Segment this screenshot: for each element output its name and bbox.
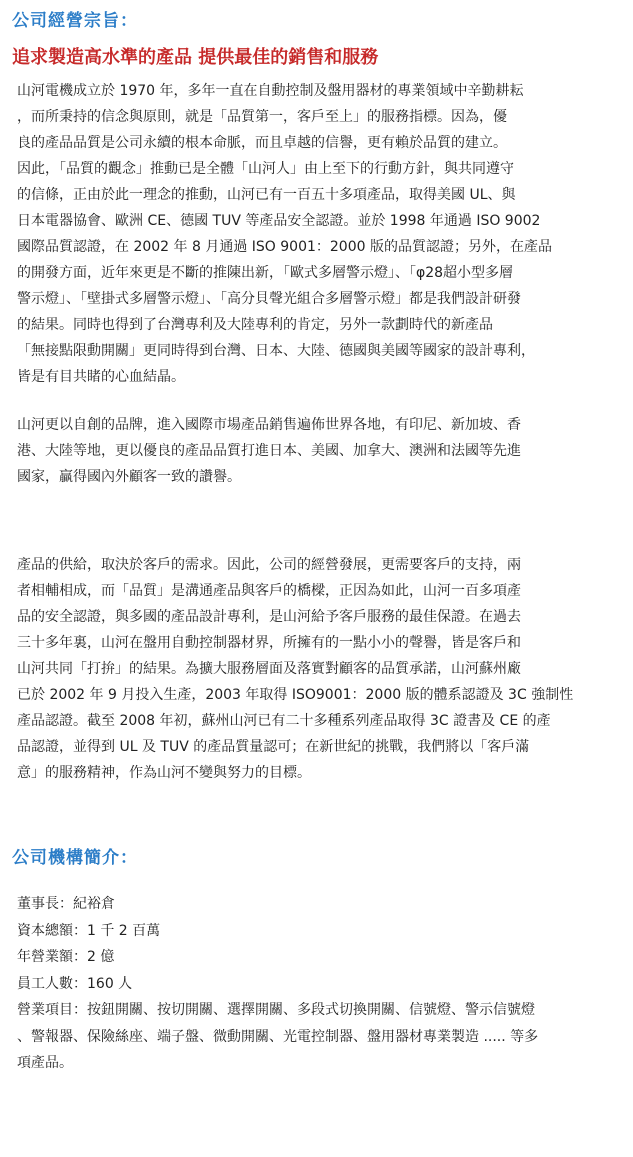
paragraph-line: 國際品質認證，在 2002 年 8 月通過 ISO 9001：2000 版的品質認證；另外，在產品 xyxy=(17,239,552,255)
paragraph-line: 「無接點限動開關」更同時得到台灣、日本、大陸、德國與美國等國家的設計專利， xyxy=(17,343,535,359)
paragraph-line: 三十多年裏，山河在盤用自動控制器材界，所擁有的一點小小的聲譽，皆是客戶和 xyxy=(17,635,521,651)
paragraph-line: 的結果。同時也得到了台灣專利及大陸專利的肯定，另外一款劃時代的新產品 xyxy=(17,317,493,333)
organization-info xyxy=(17,891,613,1077)
business-items-line: 項產品。 xyxy=(17,1055,73,1071)
employees-line: 員工人數：160 人 xyxy=(17,975,133,992)
paragraph-line: 的開發方面，近年來更是不斷的推陳出新，「歐式多層警示燈」、「φ28超小型多層 xyxy=(17,265,514,281)
paragraph-history xyxy=(17,78,613,390)
company-tagline: 追求製造高水準的產品 提供最佳的銷售和服務 xyxy=(12,47,379,68)
paragraph-line: 日本電器協會、歐洲 CE、德國 TUV 等產品安全認證。並於 1998 年通過 ISO 9002 xyxy=(17,213,541,229)
paragraph-brand xyxy=(17,412,613,490)
paragraph-line: 品認證，並得到 UL 及 TUV 的產品質量認可；在新世紀的挑戰，我們將以「客戶滿 xyxy=(17,739,530,755)
paragraph-customers xyxy=(17,552,613,786)
capital-line: 資本總額：1 千 2 百萬 xyxy=(17,922,161,939)
paragraph-line: 品的安全認證，與多國的產品設計專利，是山河給予客戶服務的最佳保證。在過去 xyxy=(17,609,521,625)
chairman-line: 董事長：紀裕倉 xyxy=(17,896,115,912)
paragraph-line: 的信條，正由於此一理念的推動，山河已有一百五十多項產品，取得美國 UL、與 xyxy=(17,187,516,203)
paragraph-line: 因此，「品質的觀念」推動已是全體「山河人」由上至下的行動方針，與共同遵守 xyxy=(17,161,514,177)
organization-heading: 公司機構簡介： xyxy=(12,848,138,868)
business-items-line: 營業項目：按鈕開關、按切開關、選擇開關、多段式切換開關、信號燈、警示信號燈 xyxy=(17,1002,535,1018)
paragraph-line: 港、大陸等地，更以優良的產品品質打進日本、美國、加拿大、澳洲和法國等先進 xyxy=(17,443,521,459)
business-purpose-heading: 公司經營宗旨： xyxy=(12,11,138,31)
paragraph-line: 山河共同「打拚」的結果。為擴大服務層面及落實對顧客的品質承諾，山河蘇州廠 xyxy=(17,661,521,677)
paragraph-line: ，而所秉持的信念與原則，就是「品質第一，客戶至上」的服務指標。因為，優 xyxy=(17,109,507,125)
paragraph-line: 良的產品品質是公司永續的根本命脈，而且卓越的信譽，更有賴於品質的建立。 xyxy=(17,135,507,151)
paragraph-line: 山河更以自創的品牌，進入國際市場產品銷售遍佈世界各地，有印尼、新加坡、香 xyxy=(17,417,521,433)
paragraph-line: 警示燈」、「壁掛式多層警示燈」、「高分貝聲光組合多層警示燈」都是我們設計研發 xyxy=(17,291,521,307)
paragraph-line: 山河電機成立於 1970 年，多年一直在自動控制及盤用器材的專業領域中辛勤耕耘 xyxy=(17,83,524,99)
revenue-line: 年營業額：2 億 xyxy=(17,949,115,965)
paragraph-line: 產品認證。截至 2008 年初，蘇州山河已有二十多種系列產品取得 3C 證書及 CE 的產 xyxy=(17,713,551,729)
paragraph-line: 國家，贏得國內外顧客一致的讚譽。 xyxy=(17,469,241,485)
paragraph-line: 已於 2002 年 9 月投入生產，2003 年取得 ISO9001：2000 版的體系認證及 3C 強制性 xyxy=(17,687,574,703)
paragraph-line: 產品的供給，取決於客戶的需求。因此，公司的經營發展，更需要客戶的支持，兩 xyxy=(17,557,521,573)
paragraph-line: 者相輔相成，而「品質」是溝通產品與客戶的橋樑，正因為如此，山河一百多項產 xyxy=(17,583,521,599)
paragraph-line: 意」的服務精神，作為山河不變與努力的目標。 xyxy=(17,765,311,781)
paragraph-line: 皆是有目共睹的心血結晶。 xyxy=(17,369,185,385)
business-items-line: 、警報器、保險絲座、端子盤、微動開關、光電控制器、盤用器材專業製造 ..... 等多 xyxy=(17,1028,539,1045)
